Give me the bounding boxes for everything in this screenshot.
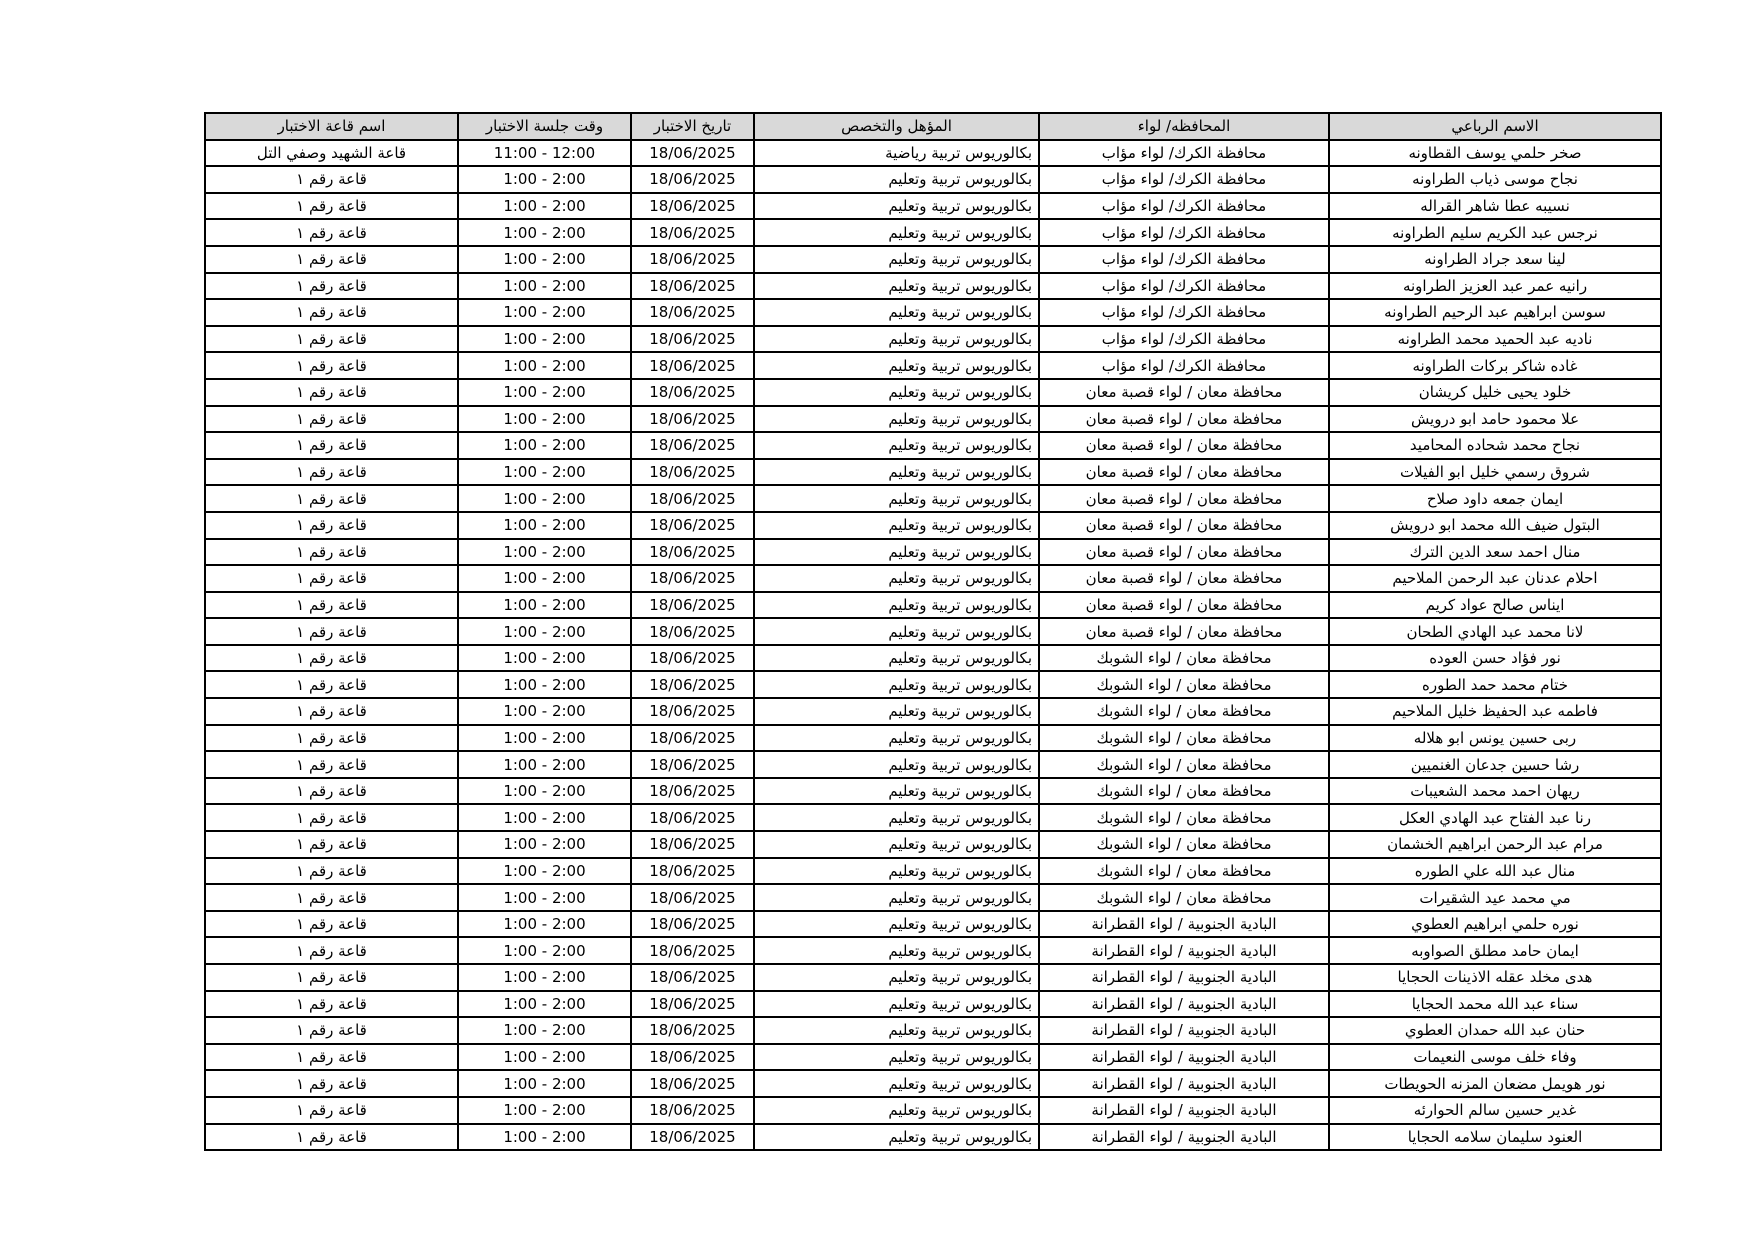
cell-qualification: بكالوريوس تربية وتعليم bbox=[754, 911, 1039, 938]
table-row bbox=[205, 379, 1661, 406]
cell-name: احلام عدنان عبد الرحمن الملاحيم bbox=[1329, 565, 1661, 592]
cell-time: 1:00 - 2:00 bbox=[458, 299, 631, 326]
cell-region: البادية الجنوبية / لواء القطرانة bbox=[1039, 1097, 1329, 1124]
cell-hall: قاعة رقم ١ bbox=[205, 1124, 458, 1151]
table-row bbox=[205, 645, 1661, 672]
cell-time: 1:00 - 2:00 bbox=[458, 193, 631, 220]
cell-qualification: بكالوريوس تربية وتعليم bbox=[754, 618, 1039, 645]
cell-region: البادية الجنوبية / لواء القطرانة bbox=[1039, 964, 1329, 991]
cell-time: 1:00 - 2:00 bbox=[458, 698, 631, 725]
cell-qualification: بكالوريوس تربية رياضية bbox=[754, 140, 1039, 167]
cell-region: محافظة معان / لواء الشوبك bbox=[1039, 645, 1329, 672]
cell-time: 1:00 - 2:00 bbox=[458, 459, 631, 486]
cell-time: 1:00 - 2:00 bbox=[458, 219, 631, 246]
cell-time: 1:00 - 2:00 bbox=[458, 858, 631, 885]
cell-qualification: بكالوريوس تربية وتعليم bbox=[754, 884, 1039, 911]
cell-region: محافظة معان / لواء قصبة معان bbox=[1039, 485, 1329, 512]
cell-qualification: بكالوريوس تربية وتعليم bbox=[754, 804, 1039, 831]
table-row bbox=[205, 485, 1661, 512]
cell-name: ايمان حامد مطلق الصواوبه bbox=[1329, 937, 1661, 964]
cell-region: محافظة معان / لواء قصبة معان bbox=[1039, 512, 1329, 539]
cell-qualification: بكالوريوس تربية وتعليم bbox=[754, 406, 1039, 433]
cell-date: 18/06/2025 bbox=[631, 858, 754, 885]
cell-time: 1:00 - 2:00 bbox=[458, 1097, 631, 1124]
header-date: تاريخ الاختبار bbox=[631, 113, 754, 140]
cell-qualification: بكالوريوس تربية وتعليم bbox=[754, 937, 1039, 964]
table-row bbox=[205, 1124, 1661, 1151]
cell-date: 18/06/2025 bbox=[631, 804, 754, 831]
cell-date: 18/06/2025 bbox=[631, 618, 754, 645]
cell-name: نوره حلمي ابراهيم العطوي bbox=[1329, 911, 1661, 938]
table-row bbox=[205, 671, 1661, 698]
table-row bbox=[205, 459, 1661, 486]
cell-name: رنا عبد الفتاح عبد الهادي العكل bbox=[1329, 804, 1661, 831]
cell-region: محافظة معان / لواء قصبة معان bbox=[1039, 592, 1329, 619]
cell-date: 18/06/2025 bbox=[631, 246, 754, 273]
table-row bbox=[205, 1070, 1661, 1097]
cell-qualification: بكالوريوس تربية وتعليم bbox=[754, 964, 1039, 991]
cell-time: 1:00 - 2:00 bbox=[458, 645, 631, 672]
cell-hall: قاعة رقم ١ bbox=[205, 539, 458, 566]
cell-hall: قاعة رقم ١ bbox=[205, 406, 458, 433]
cell-qualification: بكالوريوس تربية وتعليم bbox=[754, 1044, 1039, 1071]
cell-region: محافظة معان / لواء الشوبك bbox=[1039, 778, 1329, 805]
cell-date: 18/06/2025 bbox=[631, 459, 754, 486]
cell-date: 18/06/2025 bbox=[631, 751, 754, 778]
cell-hall: قاعة رقم ١ bbox=[205, 858, 458, 885]
cell-region: محافظة الكرك/ لواء مؤاب bbox=[1039, 352, 1329, 379]
cell-qualification: بكالوريوس تربية وتعليم bbox=[754, 326, 1039, 353]
cell-hall: قاعة رقم ١ bbox=[205, 1044, 458, 1071]
exam-schedule-table bbox=[204, 112, 1662, 1151]
cell-qualification: بكالوريوس تربية وتعليم bbox=[754, 219, 1039, 246]
cell-time: 11:00 - 12:00 bbox=[458, 140, 631, 167]
cell-time: 1:00 - 2:00 bbox=[458, 565, 631, 592]
cell-hall: قاعة رقم ١ bbox=[205, 219, 458, 246]
cell-hall: قاعة رقم ١ bbox=[205, 751, 458, 778]
cell-region: محافظة الكرك/ لواء مؤاب bbox=[1039, 219, 1329, 246]
cell-qualification: بكالوريوس تربية وتعليم bbox=[754, 1124, 1039, 1151]
cell-name: لينا سعد جراد الطراونه bbox=[1329, 246, 1661, 273]
cell-name: سناء عبد الله محمد الحجايا bbox=[1329, 991, 1661, 1018]
cell-date: 18/06/2025 bbox=[631, 778, 754, 805]
cell-time: 1:00 - 2:00 bbox=[458, 911, 631, 938]
cell-qualification: بكالوريوس تربية وتعليم bbox=[754, 1070, 1039, 1097]
cell-hall: قاعة رقم ١ bbox=[205, 991, 458, 1018]
cell-name: منال عبد الله علي الطوره bbox=[1329, 858, 1661, 885]
cell-region: محافظة معان / لواء الشوبك bbox=[1039, 804, 1329, 831]
cell-qualification: بكالوريوس تربية وتعليم bbox=[754, 459, 1039, 486]
cell-date: 18/06/2025 bbox=[631, 884, 754, 911]
cell-qualification: بكالوريوس تربية وتعليم bbox=[754, 1097, 1039, 1124]
header-row bbox=[205, 113, 1661, 140]
cell-hall: قاعة رقم ١ bbox=[205, 1070, 458, 1097]
cell-qualification: بكالوريوس تربية وتعليم bbox=[754, 539, 1039, 566]
cell-date: 18/06/2025 bbox=[631, 911, 754, 938]
cell-date: 18/06/2025 bbox=[631, 991, 754, 1018]
cell-qualification: بكالوريوس تربية وتعليم bbox=[754, 193, 1039, 220]
cell-date: 18/06/2025 bbox=[631, 671, 754, 698]
cell-qualification: بكالوريوس تربية وتعليم bbox=[754, 299, 1039, 326]
cell-time: 1:00 - 2:00 bbox=[458, 831, 631, 858]
cell-qualification: بكالوريوس تربية وتعليم bbox=[754, 725, 1039, 752]
cell-date: 18/06/2025 bbox=[631, 1070, 754, 1097]
cell-time: 1:00 - 2:00 bbox=[458, 1017, 631, 1044]
cell-hall: قاعة رقم ١ bbox=[205, 246, 458, 273]
cell-qualification: بكالوريوس تربية وتعليم bbox=[754, 352, 1039, 379]
cell-hall: قاعة رقم ١ bbox=[205, 831, 458, 858]
table-row bbox=[205, 539, 1661, 566]
cell-date: 18/06/2025 bbox=[631, 166, 754, 193]
cell-region: محافظة معان / لواء الشوبك bbox=[1039, 831, 1329, 858]
cell-time: 1:00 - 2:00 bbox=[458, 778, 631, 805]
cell-date: 18/06/2025 bbox=[631, 299, 754, 326]
cell-hall: قاعة رقم ١ bbox=[205, 485, 458, 512]
cell-name: خلود يحيى خليل كريشان bbox=[1329, 379, 1661, 406]
cell-time: 1:00 - 2:00 bbox=[458, 725, 631, 752]
cell-date: 18/06/2025 bbox=[631, 512, 754, 539]
cell-name: منال احمد سعد الدين الترك bbox=[1329, 539, 1661, 566]
cell-time: 1:00 - 2:00 bbox=[458, 273, 631, 300]
cell-qualification: بكالوريوس تربية وتعليم bbox=[754, 778, 1039, 805]
cell-date: 18/06/2025 bbox=[631, 485, 754, 512]
cell-qualification: بكالوريوس تربية وتعليم bbox=[754, 512, 1039, 539]
cell-date: 18/06/2025 bbox=[631, 1044, 754, 1071]
cell-date: 18/06/2025 bbox=[631, 592, 754, 619]
cell-hall: قاعة رقم ١ bbox=[205, 326, 458, 353]
cell-name: نجاح موسى ذياب الطراونه bbox=[1329, 166, 1661, 193]
cell-time: 1:00 - 2:00 bbox=[458, 379, 631, 406]
cell-time: 1:00 - 2:00 bbox=[458, 1070, 631, 1097]
cell-qualification: بكالوريوس تربية وتعليم bbox=[754, 273, 1039, 300]
cell-time: 1:00 - 2:00 bbox=[458, 964, 631, 991]
cell-hall: قاعة رقم ١ bbox=[205, 911, 458, 938]
cell-hall: قاعة رقم ١ bbox=[205, 884, 458, 911]
cell-qualification: بكالوريوس تربية وتعليم bbox=[754, 246, 1039, 273]
table-row bbox=[205, 592, 1661, 619]
cell-time: 1:00 - 2:00 bbox=[458, 1044, 631, 1071]
cell-hall: قاعة رقم ١ bbox=[205, 964, 458, 991]
cell-hall: قاعة رقم ١ bbox=[205, 937, 458, 964]
cell-qualification: بكالوريوس تربية وتعليم bbox=[754, 485, 1039, 512]
cell-name: نجاح محمد شحاده المحاميد bbox=[1329, 432, 1661, 459]
table-body bbox=[205, 140, 1661, 1151]
table-row bbox=[205, 219, 1661, 246]
table-row bbox=[205, 140, 1661, 167]
cell-date: 18/06/2025 bbox=[631, 140, 754, 167]
cell-hall: قاعة رقم ١ bbox=[205, 1097, 458, 1124]
table-row bbox=[205, 618, 1661, 645]
cell-name: غدير حسين سالم الحوارئه bbox=[1329, 1097, 1661, 1124]
cell-qualification: بكالوريوس تربية وتعليم bbox=[754, 698, 1039, 725]
cell-date: 18/06/2025 bbox=[631, 725, 754, 752]
cell-hall: قاعة رقم ١ bbox=[205, 804, 458, 831]
table-row bbox=[205, 406, 1661, 433]
cell-hall: قاعة رقم ١ bbox=[205, 698, 458, 725]
cell-date: 18/06/2025 bbox=[631, 432, 754, 459]
table-header bbox=[205, 113, 1661, 140]
cell-date: 18/06/2025 bbox=[631, 565, 754, 592]
cell-name: حنان عبد الله حمدان العطوي bbox=[1329, 1017, 1661, 1044]
cell-region: البادية الجنوبية / لواء القطرانة bbox=[1039, 991, 1329, 1018]
cell-name: ربى حسين يونس ابو هلاله bbox=[1329, 725, 1661, 752]
cell-hall: قاعة رقم ١ bbox=[205, 432, 458, 459]
cell-hall: قاعة رقم ١ bbox=[205, 725, 458, 752]
cell-name: البتول ضيف الله محمد ابو درويش bbox=[1329, 512, 1661, 539]
cell-hall: قاعة رقم ١ bbox=[205, 379, 458, 406]
table-row bbox=[205, 1097, 1661, 1124]
cell-date: 18/06/2025 bbox=[631, 645, 754, 672]
header-region: المحافظه/ لواء bbox=[1039, 113, 1329, 140]
table-row bbox=[205, 565, 1661, 592]
table-row bbox=[205, 166, 1661, 193]
cell-date: 18/06/2025 bbox=[631, 539, 754, 566]
cell-name: رشا حسين جدعان الغنميين bbox=[1329, 751, 1661, 778]
table-row bbox=[205, 698, 1661, 725]
cell-region: محافظة الكرك/ لواء مؤاب bbox=[1039, 193, 1329, 220]
cell-qualification: بكالوريوس تربية وتعليم bbox=[754, 1017, 1039, 1044]
table-row bbox=[205, 326, 1661, 353]
cell-name: مي محمد عيد الشقيرات bbox=[1329, 884, 1661, 911]
cell-time: 1:00 - 2:00 bbox=[458, 539, 631, 566]
cell-region: البادية الجنوبية / لواء القطرانة bbox=[1039, 911, 1329, 938]
cell-name: العنود سليمان سلامه الحجايا bbox=[1329, 1124, 1661, 1151]
cell-time: 1:00 - 2:00 bbox=[458, 991, 631, 1018]
cell-hall: قاعة رقم ١ bbox=[205, 618, 458, 645]
cell-time: 1:00 - 2:00 bbox=[458, 352, 631, 379]
cell-hall: قاعة رقم ١ bbox=[205, 352, 458, 379]
cell-region: محافظة معان / لواء قصبة معان bbox=[1039, 379, 1329, 406]
table-row bbox=[205, 937, 1661, 964]
cell-region: البادية الجنوبية / لواء القطرانة bbox=[1039, 1017, 1329, 1044]
cell-hall: قاعة رقم ١ bbox=[205, 1017, 458, 1044]
cell-time: 1:00 - 2:00 bbox=[458, 432, 631, 459]
cell-time: 1:00 - 2:00 bbox=[458, 1124, 631, 1151]
cell-region: محافظة معان / لواء الشوبك bbox=[1039, 751, 1329, 778]
table-row bbox=[205, 911, 1661, 938]
cell-region: محافظة معان / لواء الشوبك bbox=[1039, 884, 1329, 911]
cell-name: سوسن ابراهيم عبد الرحيم الطراونه bbox=[1329, 299, 1661, 326]
cell-hall: قاعة رقم ١ bbox=[205, 166, 458, 193]
cell-hall: قاعة رقم ١ bbox=[205, 592, 458, 619]
cell-hall: قاعة رقم ١ bbox=[205, 193, 458, 220]
cell-region: البادية الجنوبية / لواء القطرانة bbox=[1039, 1124, 1329, 1151]
table-row bbox=[205, 858, 1661, 885]
cell-qualification: بكالوريوس تربية وتعليم bbox=[754, 379, 1039, 406]
header-time: وقت جلسة الاختبار bbox=[458, 113, 631, 140]
cell-region: محافظة الكرك/ لواء مؤاب bbox=[1039, 326, 1329, 353]
cell-region: محافظة الكرك/ لواء مؤاب bbox=[1039, 140, 1329, 167]
cell-time: 1:00 - 2:00 bbox=[458, 618, 631, 645]
cell-region: محافظة معان / لواء قصبة معان bbox=[1039, 565, 1329, 592]
cell-hall: قاعة رقم ١ bbox=[205, 273, 458, 300]
cell-region: محافظة معان / لواء قصبة معان bbox=[1039, 539, 1329, 566]
cell-name: فاطمه عبد الحفيظ خليل الملاحيم bbox=[1329, 698, 1661, 725]
cell-name: مرام عبد الرحمن ابراهيم الخشمان bbox=[1329, 831, 1661, 858]
cell-region: محافظة معان / لواء قصبة معان bbox=[1039, 618, 1329, 645]
cell-date: 18/06/2025 bbox=[631, 1017, 754, 1044]
cell-time: 1:00 - 2:00 bbox=[458, 937, 631, 964]
cell-name: شروق رسمي خليل ابو الفيلات bbox=[1329, 459, 1661, 486]
cell-name: ايناس صالح عواد كريم bbox=[1329, 592, 1661, 619]
table-row bbox=[205, 804, 1661, 831]
cell-region: محافظة معان / لواء قصبة معان bbox=[1039, 406, 1329, 433]
header-name: الاسم الرباعي bbox=[1329, 113, 1661, 140]
cell-name: نرجس عبد الكريم سليم الطراونه bbox=[1329, 219, 1661, 246]
cell-date: 18/06/2025 bbox=[631, 937, 754, 964]
table-row bbox=[205, 352, 1661, 379]
cell-region: محافظة الكرك/ لواء مؤاب bbox=[1039, 299, 1329, 326]
cell-name: هدى مخلد عقله الاذينات الحجايا bbox=[1329, 964, 1661, 991]
cell-hall: قاعة رقم ١ bbox=[205, 671, 458, 698]
cell-hall: قاعة رقم ١ bbox=[205, 778, 458, 805]
cell-date: 18/06/2025 bbox=[631, 964, 754, 991]
cell-date: 18/06/2025 bbox=[631, 379, 754, 406]
cell-qualification: بكالوريوس تربية وتعليم bbox=[754, 751, 1039, 778]
cell-date: 18/06/2025 bbox=[631, 831, 754, 858]
cell-time: 1:00 - 2:00 bbox=[458, 804, 631, 831]
cell-region: محافظة معان / لواء قصبة معان bbox=[1039, 432, 1329, 459]
cell-name: نسيبه عطا شاهر القراله bbox=[1329, 193, 1661, 220]
table-row bbox=[205, 778, 1661, 805]
cell-date: 18/06/2025 bbox=[631, 352, 754, 379]
cell-name: علا محمود حامد ابو درويش bbox=[1329, 406, 1661, 433]
cell-name: صخر حلمي يوسف القطاونه bbox=[1329, 140, 1661, 167]
cell-time: 1:00 - 2:00 bbox=[458, 246, 631, 273]
table-row bbox=[205, 273, 1661, 300]
table-row bbox=[205, 512, 1661, 539]
cell-date: 18/06/2025 bbox=[631, 698, 754, 725]
cell-time: 1:00 - 2:00 bbox=[458, 166, 631, 193]
cell-hall: قاعة رقم ١ bbox=[205, 459, 458, 486]
cell-region: محافظة معان / لواء الشوبك bbox=[1039, 671, 1329, 698]
table-row bbox=[205, 725, 1661, 752]
cell-region: محافظة الكرك/ لواء مؤاب bbox=[1039, 273, 1329, 300]
header-hall: اسم قاعة الاختبار bbox=[205, 113, 458, 140]
cell-time: 1:00 - 2:00 bbox=[458, 512, 631, 539]
table-row bbox=[205, 193, 1661, 220]
table-row bbox=[205, 1044, 1661, 1071]
cell-date: 18/06/2025 bbox=[631, 1124, 754, 1151]
table-row bbox=[205, 884, 1661, 911]
cell-name: ناديه عبد الحميد محمد الطراونه bbox=[1329, 326, 1661, 353]
cell-region: البادية الجنوبية / لواء القطرانة bbox=[1039, 1070, 1329, 1097]
cell-region: محافظة الكرك/ لواء مؤاب bbox=[1039, 166, 1329, 193]
table-row bbox=[205, 751, 1661, 778]
cell-time: 1:00 - 2:00 bbox=[458, 884, 631, 911]
table-row bbox=[205, 432, 1661, 459]
cell-region: البادية الجنوبية / لواء القطرانة bbox=[1039, 937, 1329, 964]
cell-date: 18/06/2025 bbox=[631, 406, 754, 433]
cell-name: رانيه عمر عبد العزيز الطراونه bbox=[1329, 273, 1661, 300]
cell-date: 18/06/2025 bbox=[631, 193, 754, 220]
cell-name: غاده شاكر بركات الطراونه bbox=[1329, 352, 1661, 379]
cell-qualification: بكالوريوس تربية وتعليم bbox=[754, 565, 1039, 592]
table-row bbox=[205, 991, 1661, 1018]
cell-name: وفاء خلف موسى النعيمات bbox=[1329, 1044, 1661, 1071]
cell-region: محافظة معان / لواء الشوبك bbox=[1039, 698, 1329, 725]
cell-date: 18/06/2025 bbox=[631, 1097, 754, 1124]
cell-name: نور هويمل مضعان المزنه الحويطات bbox=[1329, 1070, 1661, 1097]
cell-date: 18/06/2025 bbox=[631, 273, 754, 300]
cell-hall: قاعة رقم ١ bbox=[205, 645, 458, 672]
cell-hall: قاعة رقم ١ bbox=[205, 512, 458, 539]
cell-qualification: بكالوريوس تربية وتعليم bbox=[754, 592, 1039, 619]
table-row bbox=[205, 1017, 1661, 1044]
cell-time: 1:00 - 2:00 bbox=[458, 485, 631, 512]
cell-date: 18/06/2025 bbox=[631, 219, 754, 246]
cell-time: 1:00 - 2:00 bbox=[458, 326, 631, 353]
cell-qualification: بكالوريوس تربية وتعليم bbox=[754, 671, 1039, 698]
cell-qualification: بكالوريوس تربية وتعليم bbox=[754, 991, 1039, 1018]
cell-region: محافظة معان / لواء الشوبك bbox=[1039, 725, 1329, 752]
cell-region: محافظة الكرك/ لواء مؤاب bbox=[1039, 246, 1329, 273]
cell-name: ايمان جمعه داود صلاح bbox=[1329, 485, 1661, 512]
cell-hall: قاعة رقم ١ bbox=[205, 565, 458, 592]
cell-region: محافظة معان / لواء الشوبك bbox=[1039, 858, 1329, 885]
table-row bbox=[205, 964, 1661, 991]
cell-qualification: بكالوريوس تربية وتعليم bbox=[754, 645, 1039, 672]
cell-time: 1:00 - 2:00 bbox=[458, 751, 631, 778]
cell-qualification: بكالوريوس تربية وتعليم bbox=[754, 858, 1039, 885]
cell-date: 18/06/2025 bbox=[631, 326, 754, 353]
cell-name: لانا محمد عبد الهادي الطحان bbox=[1329, 618, 1661, 645]
cell-name: ختام محمد حمد الطوره bbox=[1329, 671, 1661, 698]
table-row bbox=[205, 299, 1661, 326]
cell-name: نور فؤاد حسن العوده bbox=[1329, 645, 1661, 672]
cell-qualification: بكالوريوس تربية وتعليم bbox=[754, 166, 1039, 193]
header-qualification: المؤهل والتخصص bbox=[754, 113, 1039, 140]
cell-time: 1:00 - 2:00 bbox=[458, 592, 631, 619]
cell-qualification: بكالوريوس تربية وتعليم bbox=[754, 831, 1039, 858]
cell-hall: قاعة رقم ١ bbox=[205, 299, 458, 326]
table-row bbox=[205, 831, 1661, 858]
cell-region: محافظة معان / لواء قصبة معان bbox=[1039, 459, 1329, 486]
table-row bbox=[205, 246, 1661, 273]
cell-name: ريهان احمد محمد الشعيبات bbox=[1329, 778, 1661, 805]
cell-region: البادية الجنوبية / لواء القطرانة bbox=[1039, 1044, 1329, 1071]
cell-hall: قاعة الشهيد وصفي التل bbox=[205, 140, 458, 167]
cell-time: 1:00 - 2:00 bbox=[458, 406, 631, 433]
cell-time: 1:00 - 2:00 bbox=[458, 671, 631, 698]
cell-qualification: بكالوريوس تربية وتعليم bbox=[754, 432, 1039, 459]
